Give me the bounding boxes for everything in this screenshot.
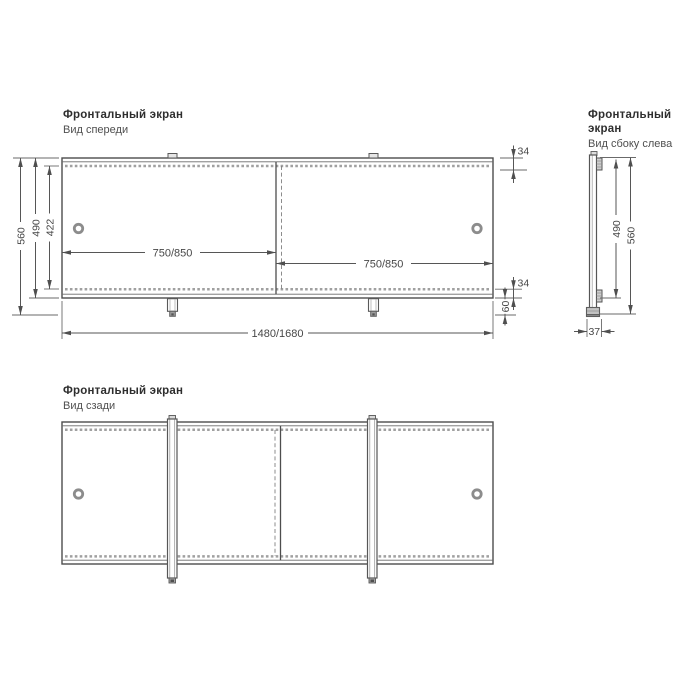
- dim-label-leg-height: 60: [499, 300, 512, 313]
- front-panel-outline: [62, 158, 493, 298]
- side-rail-top: [597, 158, 603, 170]
- dim-label-total-height: 560: [15, 227, 28, 245]
- dim-label-left-door: 750/850: [152, 247, 193, 260]
- dim-label-panel-height: 490: [30, 219, 43, 237]
- side-foot: [587, 308, 600, 317]
- adjuster-cap-left: [168, 154, 177, 159]
- side-view-subtitle: Вид сбоку слева: [588, 138, 673, 150]
- dim-1480-1680: [62, 301, 493, 340]
- front-view: [12, 146, 529, 340]
- front-view-title: Фронтальный экран: [63, 109, 184, 121]
- dim-label-side-total-height: 560: [625, 226, 638, 245]
- rear-panel-outline: [62, 422, 493, 564]
- support-post-right: [368, 416, 378, 584]
- side-rail-bottom: [597, 290, 603, 302]
- dim-label-side-panel-height: 490: [610, 220, 623, 238]
- dim-490-side: [600, 160, 623, 299]
- leg-right: [369, 299, 379, 317]
- dim-60: [495, 288, 516, 326]
- dim-label-total-width: 1480/1680: [251, 327, 304, 340]
- front-view-subtitle: Вид спереди: [63, 124, 129, 136]
- dim-34-top: [500, 146, 529, 184]
- dim-422: [43, 166, 60, 289]
- leg-left: [168, 299, 178, 317]
- dim-label-bottom-rail: 34: [517, 277, 530, 290]
- side-panel-profile: [590, 152, 598, 311]
- rear-view-title: Фронтальный экран: [63, 385, 184, 397]
- dim-37: [574, 319, 615, 338]
- rear-view-subtitle: Вид сзади: [63, 400, 116, 412]
- side-view: [574, 152, 638, 338]
- dim-label-right-door: 750/850: [363, 258, 404, 271]
- dim-label-opening-height: 422: [44, 218, 57, 237]
- rear-view: [62, 416, 493, 584]
- support-post-left: [168, 416, 178, 584]
- side-view-title: Фронтальный экран: [588, 109, 672, 135]
- dim-label-top-rail: 34: [517, 145, 530, 158]
- adjuster-cap-right: [369, 154, 378, 159]
- dim-label-depth: 37: [588, 325, 601, 338]
